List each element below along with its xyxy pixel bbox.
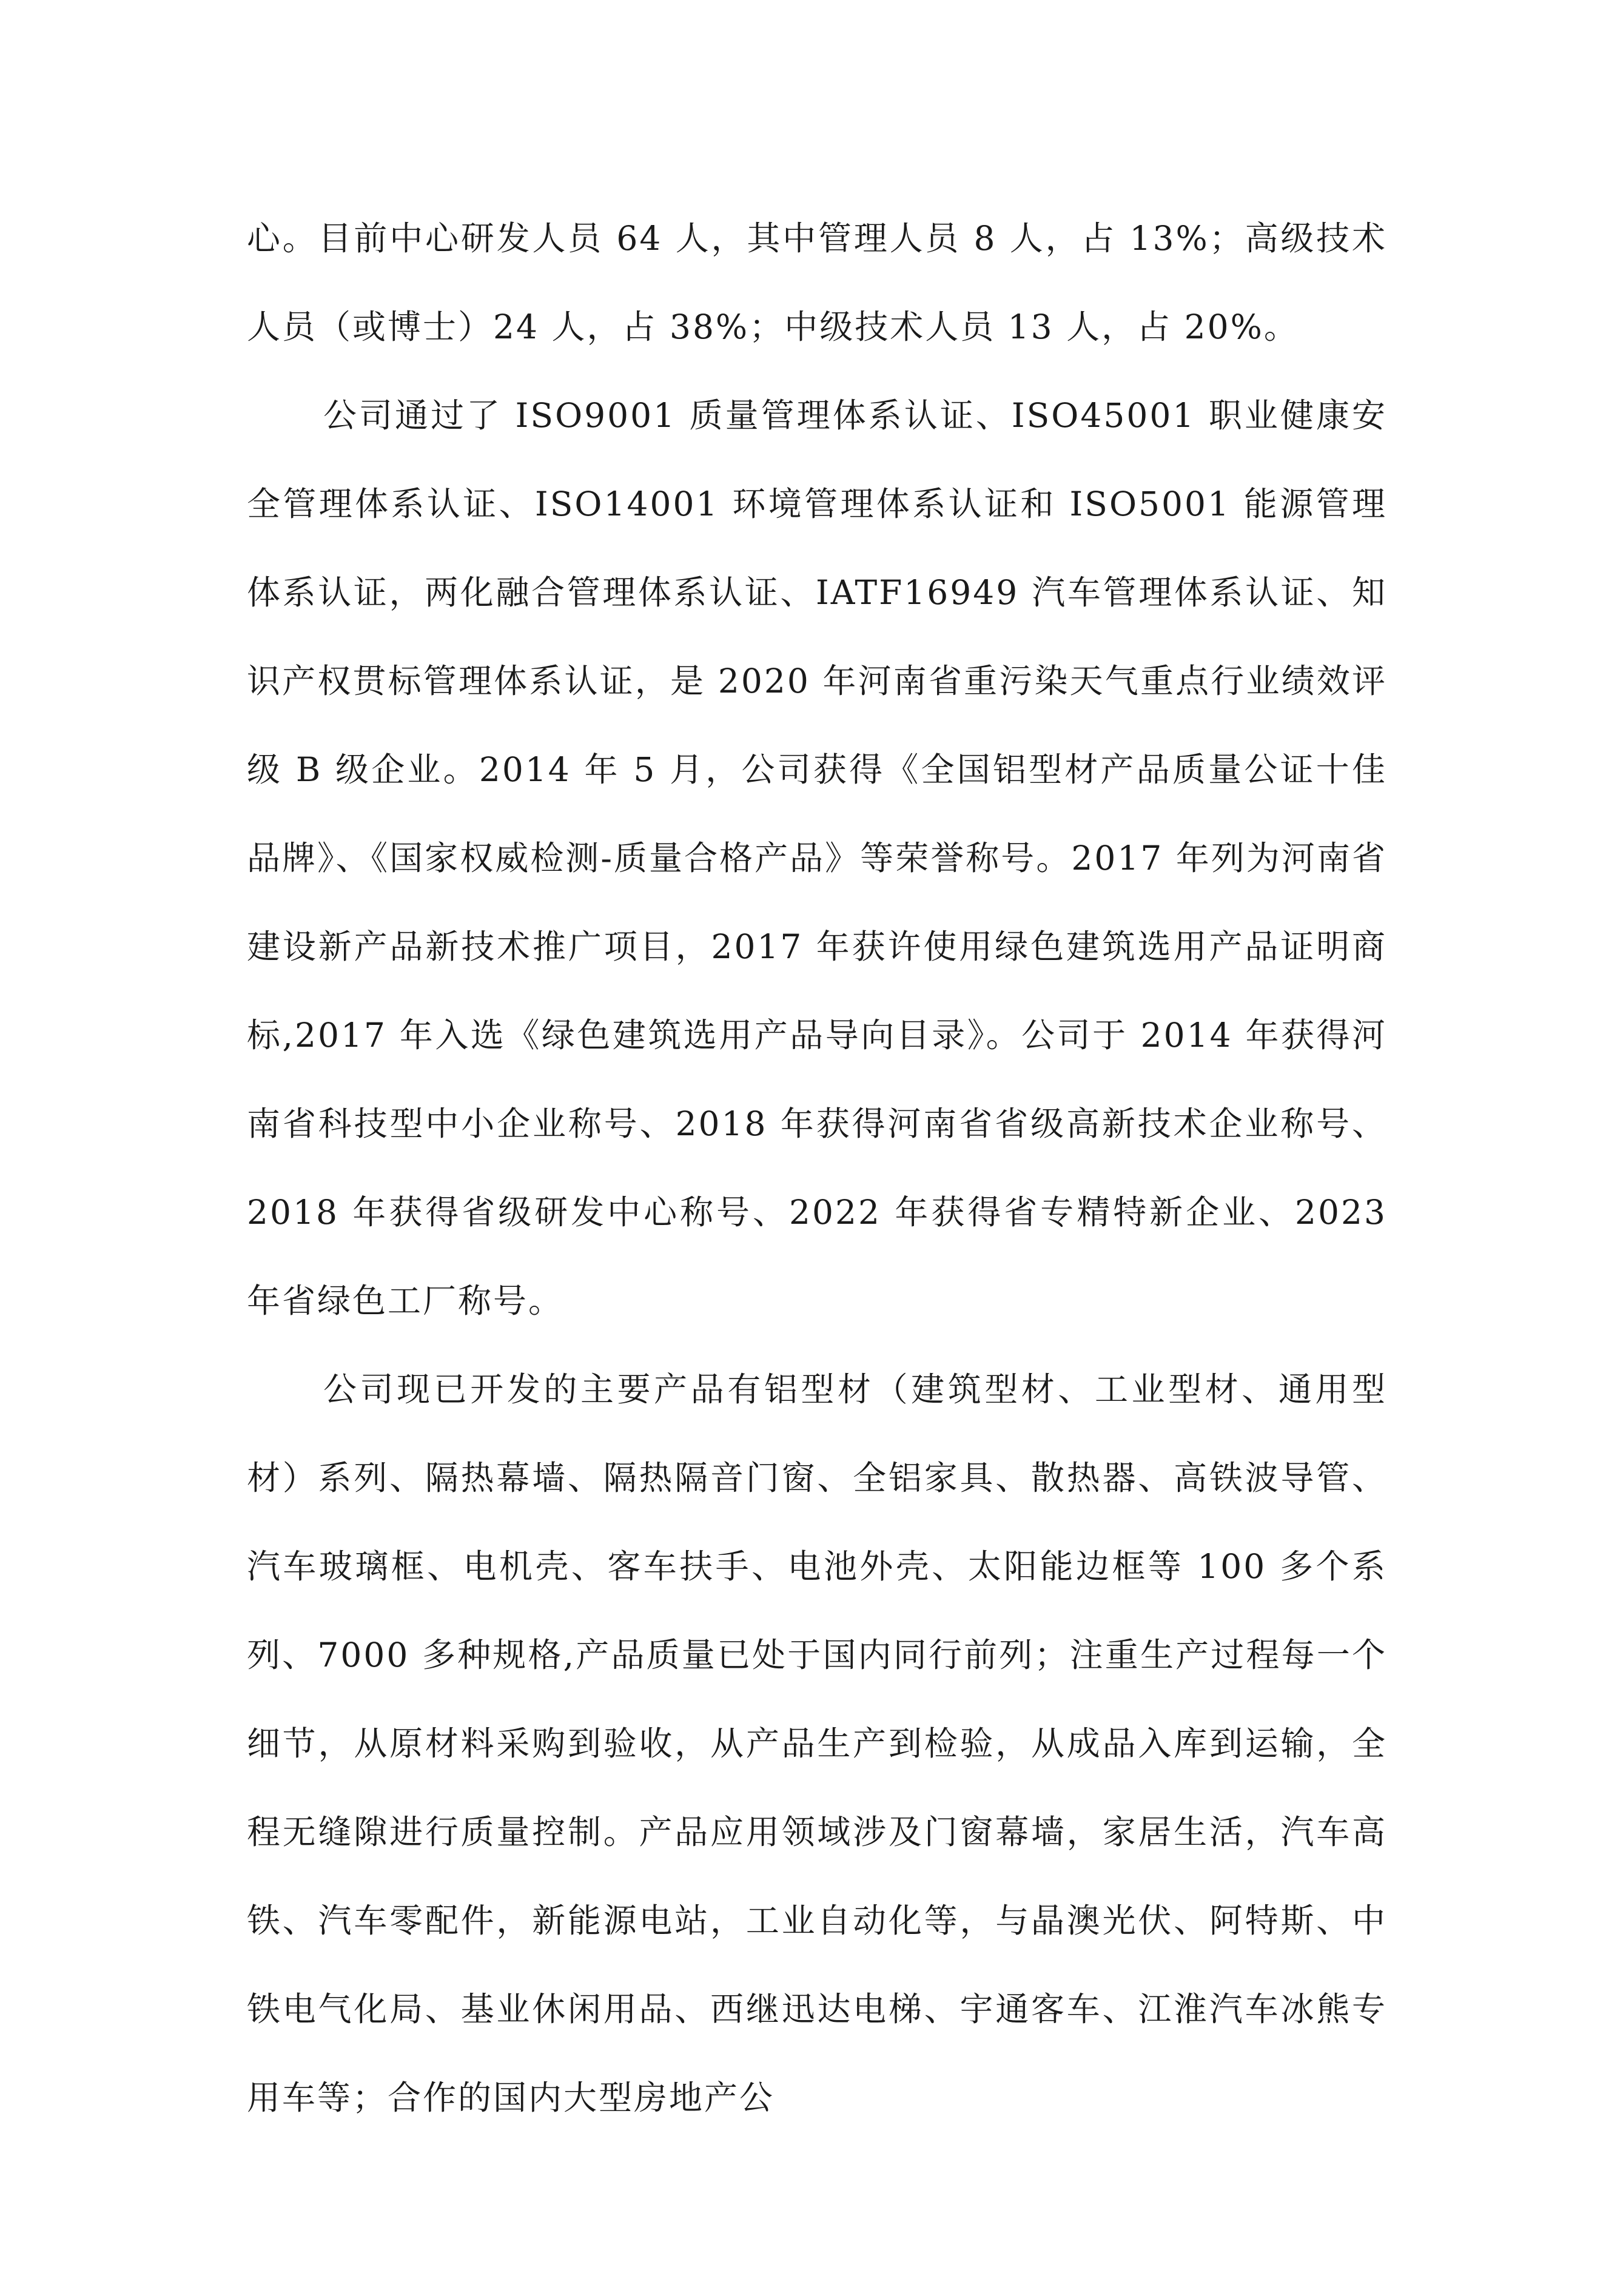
paragraph-products: 公司现已开发的主要产品有铝型材（建筑型材、工业型材、通用型材）系列、隔热幕墙、隔热隔音门窗、全铝家具、散热器、高铁波导管、汽车玻璃框、电机壳、客车扶手、电池外壳、太阳能边框等 100 多个系列、7000 多种规格,产品质量已处于国内同行前列；注重生产过程每一个细节，从原材料采购到验收，从产品生产到检验，从成品入库到运输，全程无缝隙进行质量控制。产品应用领域涉及门窗幕墙，家居生活，汽车高铁、汽车零配件，新能源电站，工业自动化等，与晶澳光伏、阿特斯、中铁电气化局、基业休闲用品、西继迅达电梯、宇通客车、江淮汽车冰熊专用车等；合作的国内大型房地产公 xyxy=(247,1370,1387,2117)
paragraph-certifications: 公司通过了 ISO9001 质量管理体系认证、ISO45001 职业健康安全管理体系认证、ISO14001 环境管理体系认证和 ISO5001 能源管理体系认证，两化融合管理体系认证、IATF16949 汽车管理体系认证、知识产权贯标管理体系认证，是 2020 年河南省重污染天气重点行业绩效评级 B 级企业。2014 年 5 月，公司获得《全国铝型材产品质量公证十佳品牌》、《国家权威检测-质量合格产品》等荣誉称号。2017 年列为河南省建设新产品新技术推广项目，2017 年获许使用绿色建筑选用产品证明商标,2017 年入选《绿色建筑选用产品导向目录》。公司于 2014 年获得河南省科技型中小企业称号、2018 年获得河南省省级高新技术企业称号、2018 年获得省级研发中心称号、2022 年获得省专精特新企业、2023 年省绿色工厂称号。 xyxy=(247,396,1387,1320)
document-body xyxy=(247,194,1387,2142)
paragraph-rd-staff: 心。目前中心研发人员 64 人，其中管理人员 8 人，占 13%；高级技术人员（或博士）24 人，占 38%；中级技术人员 13 人，占 20%。 xyxy=(247,219,1387,346)
